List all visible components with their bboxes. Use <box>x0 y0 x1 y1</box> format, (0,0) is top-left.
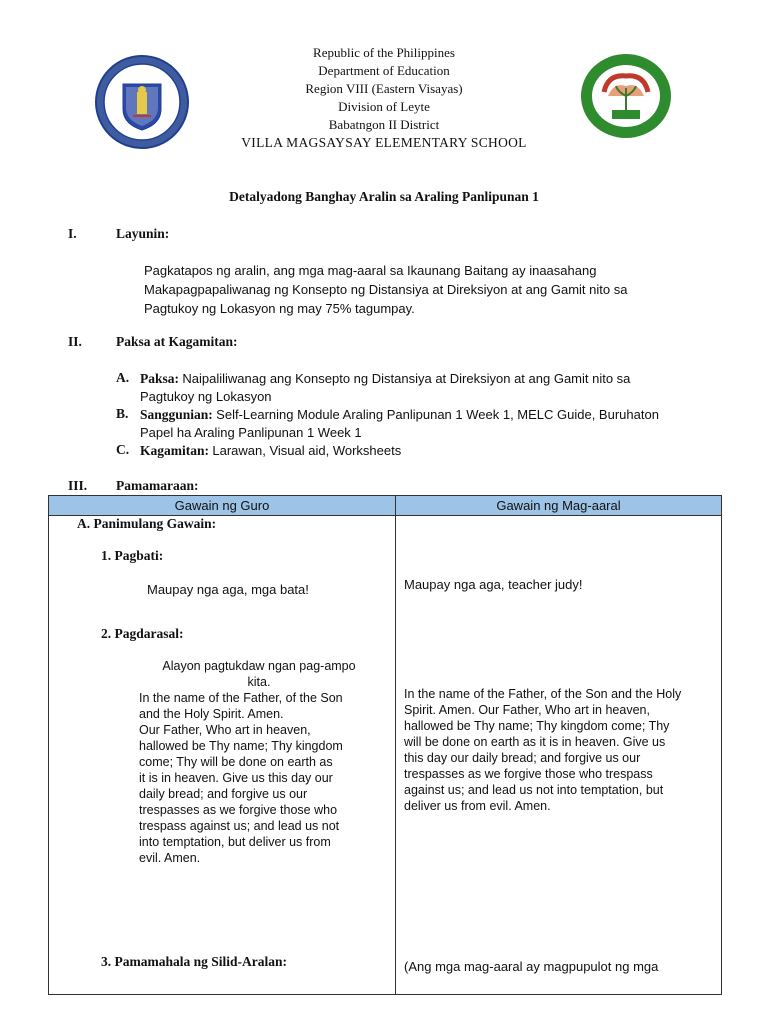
item-b-label: Sanggunian: <box>140 407 213 422</box>
item-c <box>140 442 730 460</box>
greeting-student: Maupay nga aga, teacher judy! <box>404 577 583 592</box>
item-b <box>140 406 730 442</box>
prayer-student <box>404 686 720 814</box>
prayer-student-line-2: Spirit. Amen. Our Father, Who art in heaven, <box>404 703 650 717</box>
header-line-department: Department of Education <box>318 63 450 78</box>
item-a-line-1: Naipaliliwanag ang Konsepto ng Distansiya at Direksiyon at ang Gamit nito sa <box>182 371 631 386</box>
prayer-student-line-3: hallowed be Thy name; Thy kingdom come; Thy <box>404 719 670 733</box>
header-magaaral: Gawain ng Mag-aaral <box>396 496 722 516</box>
prayer-teacher-line-3: Our Father, Who art in heaven, <box>139 723 311 737</box>
section-3-number: III. <box>68 478 88 493</box>
item-a <box>140 370 730 406</box>
section-1-number: I. <box>68 226 77 241</box>
prayer-intro-line-2: kita. <box>247 675 271 689</box>
header-block <box>0 44 768 152</box>
item-b-line-1: Self-Learning Module Araling Panlipunan 1 Week 1, MELC Guide, Buruhaton <box>216 407 659 422</box>
header-guro: Gawain ng Guro <box>49 496 396 516</box>
greeting-teacher: Maupay nga aga, mga bata! <box>147 582 309 597</box>
prayer-student-line-6: trespasses as we forgive those who trespass <box>404 767 653 781</box>
prayer-teacher-line-7: daily bread; and forgive us our <box>139 787 308 801</box>
item-a-line-2: Pagtukoy ng Lokasyon <box>140 389 272 404</box>
prayer-intro-line-1: Alayon pagtukdaw ngan pag-ampo <box>162 659 356 673</box>
section-2-title: Paksa at Kagamitan: <box>116 334 238 349</box>
step-1-pagbati: 1. Pagbati: <box>101 548 164 563</box>
prayer-teacher-line-8: trespasses as we forgive those who <box>139 803 338 817</box>
document-title: Detalyadong Banghay Aralin sa Araling Panlipunan 1 <box>229 189 539 204</box>
prayer-teacher-line-11: evil. Amen. <box>139 851 201 865</box>
section-1-line-1: Pagkatapos ng aralin, ang mga mag-aaral sa Ikaunang Baitang ay inaasahang <box>144 263 597 278</box>
prayer-student-line-5: this day our daily bread; and forgive us our <box>404 751 641 765</box>
prayer-teacher-line-5: come; Thy will be done on earth as <box>139 755 333 769</box>
prayer-student-line-4: will be done on earth as it is in heaven. Give us <box>404 735 666 749</box>
item-a-letter: A. <box>116 370 130 385</box>
header-line-region: Region VIII (Eastern Visayas) <box>305 81 463 96</box>
prayer-teacher <box>139 690 389 866</box>
section-1-paragraph <box>144 261 627 318</box>
prayer-teacher-line-10: into temptation, but deliver us from <box>139 835 331 849</box>
section-1-line-2: Makapagpapaliwanag ng Konsepto ng Distansiya at Direksiyon at ang Gamit nito sa <box>144 282 628 297</box>
item-b-letter: B. <box>116 406 129 421</box>
sub-a-panimulang-gawain: A. Panimulang Gawain: <box>77 516 217 531</box>
item-c-letter: C. <box>116 442 130 457</box>
header-line-division: Division of Leyte <box>338 99 430 114</box>
prayer-teacher-line-2: and the Holy Spirit. Amen. <box>139 707 284 721</box>
prayer-teacher-line-6: it is in heaven. Give us this day our <box>139 771 333 785</box>
header-line-district: Babatngon II District <box>328 117 440 132</box>
item-c-line-1: Larawan, Visual aid, Worksheets <box>212 443 402 458</box>
prayer-student-line-8: deliver us from evil. Amen. <box>404 799 551 813</box>
item-c-label: Kagamitan: <box>140 443 209 458</box>
section-3-title: Pamamaraan: <box>116 478 199 493</box>
prayer-teacher-line-4: hallowed be Thy name; Thy kingdom <box>139 739 343 753</box>
school-name: VILLA MAGSAYSAY ELEMENTARY SCHOOL <box>241 135 527 150</box>
prayer-teacher-line-1: In the name of the Father, of the Son <box>139 691 343 705</box>
prayer-intro <box>139 658 379 690</box>
prayer-student-line-1: In the name of the Father, of the Son and the Holy <box>404 687 682 701</box>
header-line-republic: Republic of the Philippines <box>313 45 455 60</box>
step-3-pamamahala: 3. Pamamahala ng Silid-Aralan: <box>101 954 288 969</box>
prayer-teacher-line-9: trespass against us; and lead us not <box>139 819 340 833</box>
cell-guro <box>49 516 396 995</box>
item-a-label: Paksa: <box>140 371 180 386</box>
section-2-number: II. <box>68 334 82 349</box>
section-1-line-3: Pagtukoy ng Lokasyon ng may 75% tagumpay. <box>144 301 415 316</box>
item-b-line-2: Papel ha Araling Panlipunan 1 Week 1 <box>140 425 362 440</box>
prayer-student-line-7: against us; and lead us not into temptation, but <box>404 783 664 797</box>
section-1-title: Layunin: <box>116 226 170 241</box>
cell-magaaral <box>396 516 722 995</box>
step-2-pagdarasal: 2. Pagdarasal: <box>101 626 184 641</box>
procedure-table <box>48 495 722 995</box>
step-3-student-text: (Ang mga mag-aaral ay magpupulot ng mga <box>404 959 659 974</box>
